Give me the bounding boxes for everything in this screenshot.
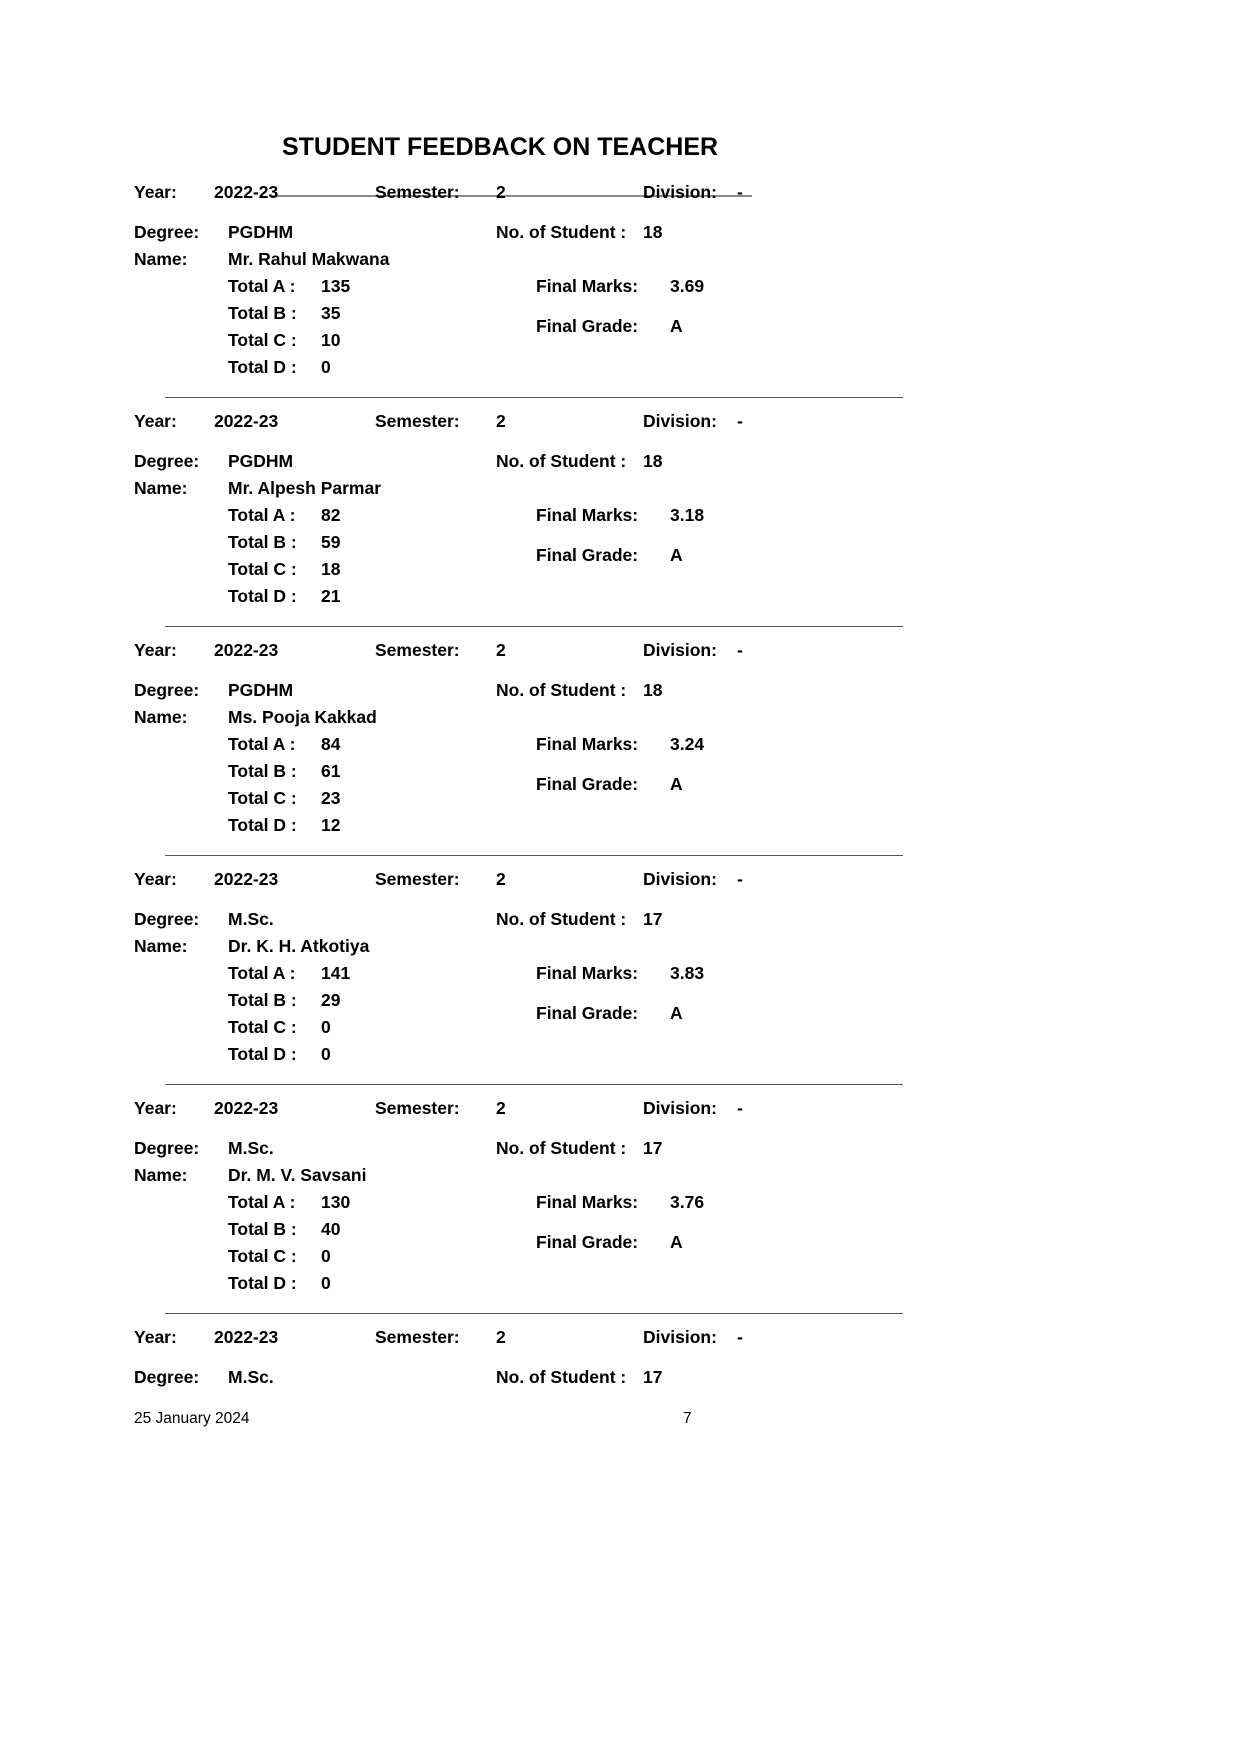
- total-d-label: Total D :: [228, 1044, 297, 1064]
- no-of-student-value: 18: [643, 222, 663, 242]
- division-label: Division:: [643, 1327, 717, 1347]
- final-marks-value: 3.69: [670, 276, 705, 296]
- division-value: -: [737, 1098, 743, 1118]
- division-value: -: [737, 1327, 743, 1347]
- no-of-student-value: 17: [643, 909, 663, 929]
- total-b-value: 61: [321, 761, 341, 781]
- total-a-value: 130: [321, 1192, 351, 1212]
- no-of-student-value: 17: [643, 1138, 663, 1158]
- final-marks-label: Final Marks:: [536, 1192, 639, 1212]
- total-b-label: Total B :: [228, 761, 297, 781]
- total-a-label: Total A :: [228, 276, 296, 296]
- year-label: Year:: [134, 1098, 177, 1118]
- semester-label: Semester:: [375, 1098, 460, 1118]
- name-label: Name:: [134, 707, 188, 727]
- total-b-label: Total B :: [228, 303, 297, 323]
- semester-label: Semester:: [375, 1327, 460, 1347]
- feedback-record: [0, 869, 1241, 1098]
- final-grade-value: A: [670, 1232, 683, 1252]
- record-divider: [165, 855, 903, 856]
- semester-value: 2: [496, 869, 506, 889]
- total-b-label: Total B :: [228, 990, 297, 1010]
- no-of-student-value: 18: [643, 680, 663, 700]
- division-value: -: [737, 411, 743, 431]
- degree-label: Degree:: [134, 222, 200, 242]
- semester-value: 2: [496, 1098, 506, 1118]
- year-value: 2022-23: [214, 1098, 279, 1118]
- footer-page-number: 7: [683, 1410, 692, 1427]
- degree-value: M.Sc.: [228, 909, 274, 929]
- total-b-value: 35: [321, 303, 341, 323]
- teacher-name: Mr. Alpesh Parmar: [228, 478, 382, 498]
- division-value: -: [737, 869, 743, 889]
- total-c-value: 23: [321, 788, 341, 808]
- total-a-label: Total A :: [228, 963, 296, 983]
- final-grade-label: Final Grade:: [536, 1003, 639, 1023]
- final-grade-value: A: [670, 316, 683, 336]
- page-title: STUDENT FEEDBACK ON TEACHER: [281, 133, 719, 161]
- feedback-record: [0, 411, 1241, 640]
- footer-date: 25 January 2024: [134, 1410, 250, 1427]
- total-c-value: 0: [321, 1246, 331, 1266]
- year-value: 2022-23: [214, 411, 279, 431]
- total-d-value: 0: [321, 357, 331, 377]
- feedback-record: [0, 1098, 1241, 1327]
- year-label: Year:: [134, 1327, 177, 1347]
- total-d-label: Total D :: [228, 1273, 297, 1293]
- final-grade-label: Final Grade:: [536, 1232, 639, 1252]
- final-grade-label: Final Grade:: [536, 774, 639, 794]
- final-grade-label: Final Grade:: [536, 545, 639, 565]
- record-divider: [165, 1084, 903, 1085]
- final-marks-label: Final Marks:: [536, 505, 639, 525]
- no-of-student-value: 17: [643, 1367, 663, 1387]
- name-label: Name:: [134, 249, 188, 269]
- total-a-label: Total A :: [228, 734, 296, 754]
- degree-value: M.Sc.: [228, 1138, 274, 1158]
- teacher-name: Dr. K. H. Atkotiya: [228, 936, 370, 956]
- record-divider: [165, 397, 903, 398]
- total-d-value: 0: [321, 1273, 331, 1293]
- teacher-name: Dr. M. V. Savsani: [228, 1165, 367, 1185]
- feedback-record: [0, 182, 1241, 411]
- no-of-student-value: 18: [643, 451, 663, 471]
- no-of-student-label: No. of Student :: [496, 680, 627, 700]
- semester-label: Semester:: [375, 640, 460, 660]
- total-c-value: 18: [321, 559, 341, 579]
- division-label: Division:: [643, 1098, 717, 1118]
- semester-value: 2: [496, 640, 506, 660]
- degree-value: M.Sc.: [228, 1367, 274, 1387]
- no-of-student-label: No. of Student :: [496, 451, 627, 471]
- total-a-value: 135: [321, 276, 351, 296]
- total-d-value: 21: [321, 586, 341, 606]
- record-divider: [165, 626, 903, 627]
- division-label: Division:: [643, 411, 717, 431]
- total-a-value: 141: [321, 963, 351, 983]
- final-marks-value: 3.18: [670, 505, 705, 525]
- division-label: Division:: [643, 869, 717, 889]
- final-grade-value: A: [670, 774, 683, 794]
- semester-label: Semester:: [375, 182, 460, 202]
- total-b-value: 59: [321, 532, 341, 552]
- no-of-student-label: No. of Student :: [496, 1367, 627, 1387]
- total-a-value: 82: [321, 505, 341, 525]
- semester-value: 2: [496, 411, 506, 431]
- year-label: Year:: [134, 640, 177, 660]
- degree-value: PGDHM: [228, 680, 294, 700]
- total-b-label: Total B :: [228, 1219, 297, 1239]
- name-label: Name:: [134, 936, 188, 956]
- total-c-label: Total C :: [228, 330, 297, 350]
- total-d-label: Total D :: [228, 357, 297, 377]
- year-value: 2022-23: [214, 1327, 279, 1347]
- final-marks-label: Final Marks:: [536, 963, 639, 983]
- total-d-label: Total D :: [228, 815, 297, 835]
- year-label: Year:: [134, 411, 177, 431]
- no-of-student-label: No. of Student :: [496, 909, 627, 929]
- degree-label: Degree:: [134, 1138, 200, 1158]
- total-c-label: Total C :: [228, 1246, 297, 1266]
- semester-value: 2: [496, 182, 506, 202]
- feedback-record: [0, 640, 1241, 869]
- degree-value: PGDHM: [228, 451, 294, 471]
- total-a-label: Total A :: [228, 1192, 296, 1212]
- teacher-name: Ms. Pooja Kakkad: [228, 707, 377, 727]
- division-value: -: [737, 640, 743, 660]
- total-c-value: 0: [321, 1017, 331, 1037]
- degree-label: Degree:: [134, 451, 200, 471]
- total-b-value: 40: [321, 1219, 341, 1239]
- semester-label: Semester:: [375, 411, 460, 431]
- year-value: 2022-23: [214, 869, 279, 889]
- total-c-value: 10: [321, 330, 341, 350]
- division-label: Division:: [643, 182, 717, 202]
- final-grade-value: A: [670, 545, 683, 565]
- final-grade-value: A: [670, 1003, 683, 1023]
- total-c-label: Total C :: [228, 788, 297, 808]
- no-of-student-label: No. of Student :: [496, 222, 627, 242]
- total-d-value: 0: [321, 1044, 331, 1064]
- total-a-label: Total A :: [228, 505, 296, 525]
- total-c-label: Total C :: [228, 559, 297, 579]
- degree-label: Degree:: [134, 680, 200, 700]
- final-marks-label: Final Marks:: [536, 276, 639, 296]
- final-marks-label: Final Marks:: [536, 734, 639, 754]
- total-b-value: 29: [321, 990, 341, 1010]
- division-value: -: [737, 182, 743, 202]
- no-of-student-label: No. of Student :: [496, 1138, 627, 1158]
- year-label: Year:: [134, 182, 177, 202]
- total-a-value: 84: [321, 734, 341, 754]
- total-d-label: Total D :: [228, 586, 297, 606]
- total-c-label: Total C :: [228, 1017, 297, 1037]
- name-label: Name:: [134, 1165, 188, 1185]
- final-marks-value: 3.24: [670, 734, 705, 754]
- degree-label: Degree:: [134, 1367, 200, 1387]
- year-value: 2022-23: [214, 182, 279, 202]
- degree-label: Degree:: [134, 909, 200, 929]
- teacher-name: Mr. Rahul Makwana: [228, 249, 390, 269]
- year-value: 2022-23: [214, 640, 279, 660]
- semester-label: Semester:: [375, 869, 460, 889]
- final-marks-value: 3.83: [670, 963, 705, 983]
- final-grade-label: Final Grade:: [536, 316, 639, 336]
- total-b-label: Total B :: [228, 532, 297, 552]
- degree-value: PGDHM: [228, 222, 294, 242]
- total-d-value: 12: [321, 815, 341, 835]
- semester-value: 2: [496, 1327, 506, 1347]
- division-label: Division:: [643, 640, 717, 660]
- year-label: Year:: [134, 869, 177, 889]
- final-marks-value: 3.76: [670, 1192, 705, 1212]
- record-divider: [165, 1313, 903, 1314]
- feedback-record: [0, 1327, 1241, 1556]
- name-label: Name:: [134, 478, 188, 498]
